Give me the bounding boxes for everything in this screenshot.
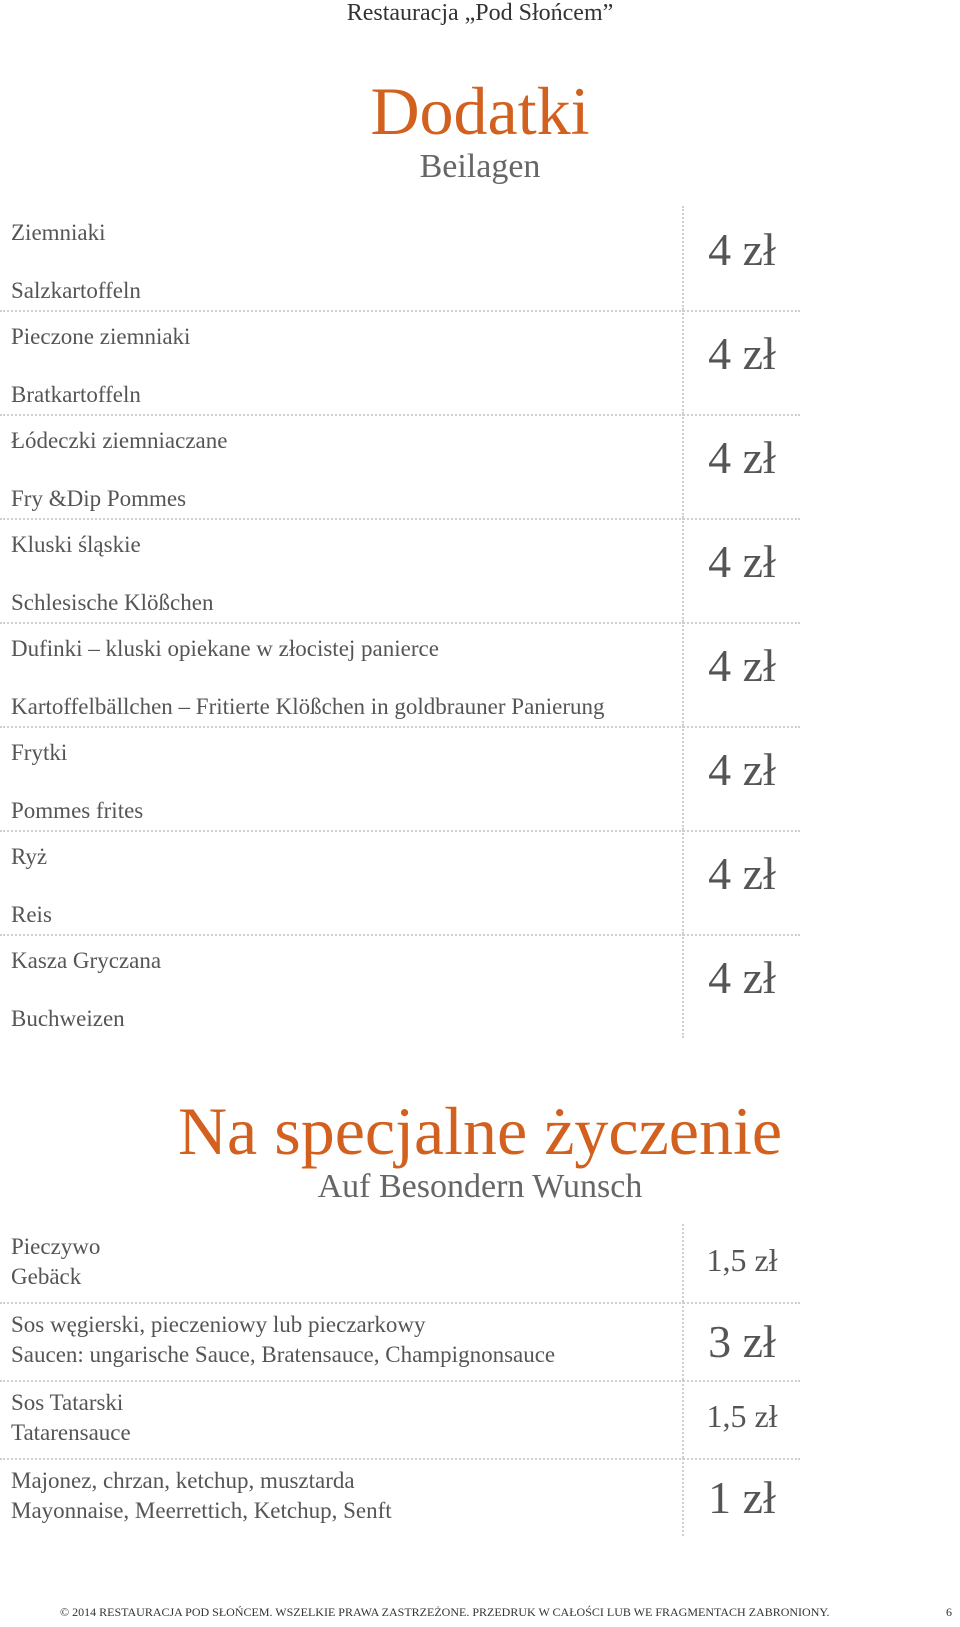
item-name-pl: Pieczone ziemniaki bbox=[11, 324, 191, 349]
item-name-pl: Ziemniaki bbox=[11, 220, 106, 245]
menu-item bbox=[0, 934, 800, 1038]
page-number: 6 bbox=[946, 1605, 952, 1619]
item-name-pl: Kasza Gryczana bbox=[11, 948, 162, 973]
item-name-de: Salzkartoffeln bbox=[11, 278, 141, 303]
menu-item bbox=[0, 622, 800, 728]
section-subtitle-special: Auf Besondern Wunsch bbox=[317, 1168, 643, 1205]
item-name-pl: Dufinki – kluski opiekane w złocistej panierce bbox=[11, 636, 439, 661]
menu-item bbox=[0, 310, 800, 416]
menu-item bbox=[0, 1458, 800, 1536]
menu-item bbox=[0, 1302, 800, 1382]
restaurant-name: Restauracja „Pod Słońcem” bbox=[346, 0, 614, 26]
menu-item bbox=[0, 206, 800, 312]
item-name-de: Reis bbox=[11, 902, 52, 927]
section-title-sides: Dodatki bbox=[370, 73, 590, 149]
item-price: 1 zł bbox=[708, 1472, 776, 1523]
item-price: 4 zł bbox=[708, 848, 776, 899]
item-name-pl: Łódeczki ziemniaczane bbox=[11, 428, 228, 453]
item-price: 4 zł bbox=[708, 744, 776, 795]
item-name-pl: Frytki bbox=[11, 740, 68, 765]
item-name-pl: Majonez, chrzan, ketchup, musztarda bbox=[11, 1468, 355, 1493]
item-price: 4 zł bbox=[708, 432, 776, 483]
menu-item bbox=[0, 518, 800, 624]
item-name-de: Gebäck bbox=[11, 1264, 82, 1289]
item-name-de: Bratkartoffeln bbox=[11, 382, 141, 407]
item-name-pl: Kluski śląskie bbox=[11, 532, 141, 557]
item-name-de: Schlesische Klößchen bbox=[11, 590, 214, 615]
menu-item bbox=[0, 726, 800, 832]
item-price: 4 zł bbox=[708, 536, 776, 587]
item-name-de: Fry &Dip Pommes bbox=[11, 486, 187, 511]
menu-item bbox=[0, 1224, 800, 1304]
copyright-notice: © 2014 RESTAURACJA POD SŁOŃCEM. WSZELKIE PRAWA ZASTRZEŻONE. PRZEDRUK W CAŁOŚCI LUB WE FRAGMENTACH ZABRONIONY. bbox=[60, 1605, 830, 1619]
item-price: 1,5 zł bbox=[706, 1242, 778, 1278]
item-price: 4 zł bbox=[708, 224, 776, 275]
item-name-pl: Ryż bbox=[11, 844, 48, 869]
section-title-special: Na specjalne życzenie bbox=[177, 1093, 783, 1169]
item-name-pl: Pieczywo bbox=[11, 1234, 101, 1259]
item-price: 1,5 zł bbox=[706, 1398, 778, 1434]
menu-item bbox=[0, 1380, 800, 1460]
item-price: 3 zł bbox=[708, 1316, 776, 1367]
item-price: 4 zł bbox=[708, 640, 776, 691]
menu-item bbox=[0, 830, 800, 936]
item-name-de: Tatarensauce bbox=[11, 1420, 131, 1445]
section-subtitle-sides: Beilagen bbox=[419, 148, 541, 185]
item-name-de: Mayonnaise, Meerrettich, Ketchup, Senft bbox=[11, 1498, 392, 1523]
item-name-pl: Sos Tatarski bbox=[11, 1390, 124, 1415]
item-name-pl: Sos węgierski, pieczeniowy lub pieczarkowy bbox=[11, 1312, 426, 1337]
item-price: 4 zł bbox=[708, 952, 776, 1003]
item-name-de: Buchweizen bbox=[11, 1006, 125, 1031]
item-name-de: Saucen: ungarische Sauce, Bratensauce, Champignonsauce bbox=[11, 1342, 556, 1367]
item-name-de: Pommes frites bbox=[11, 798, 144, 823]
menu-item bbox=[0, 414, 800, 520]
item-name-de: Kartoffelbällchen – Fritierte Klößchen in goldbrauner Panierung bbox=[11, 694, 605, 719]
item-price: 4 zł bbox=[708, 328, 776, 379]
